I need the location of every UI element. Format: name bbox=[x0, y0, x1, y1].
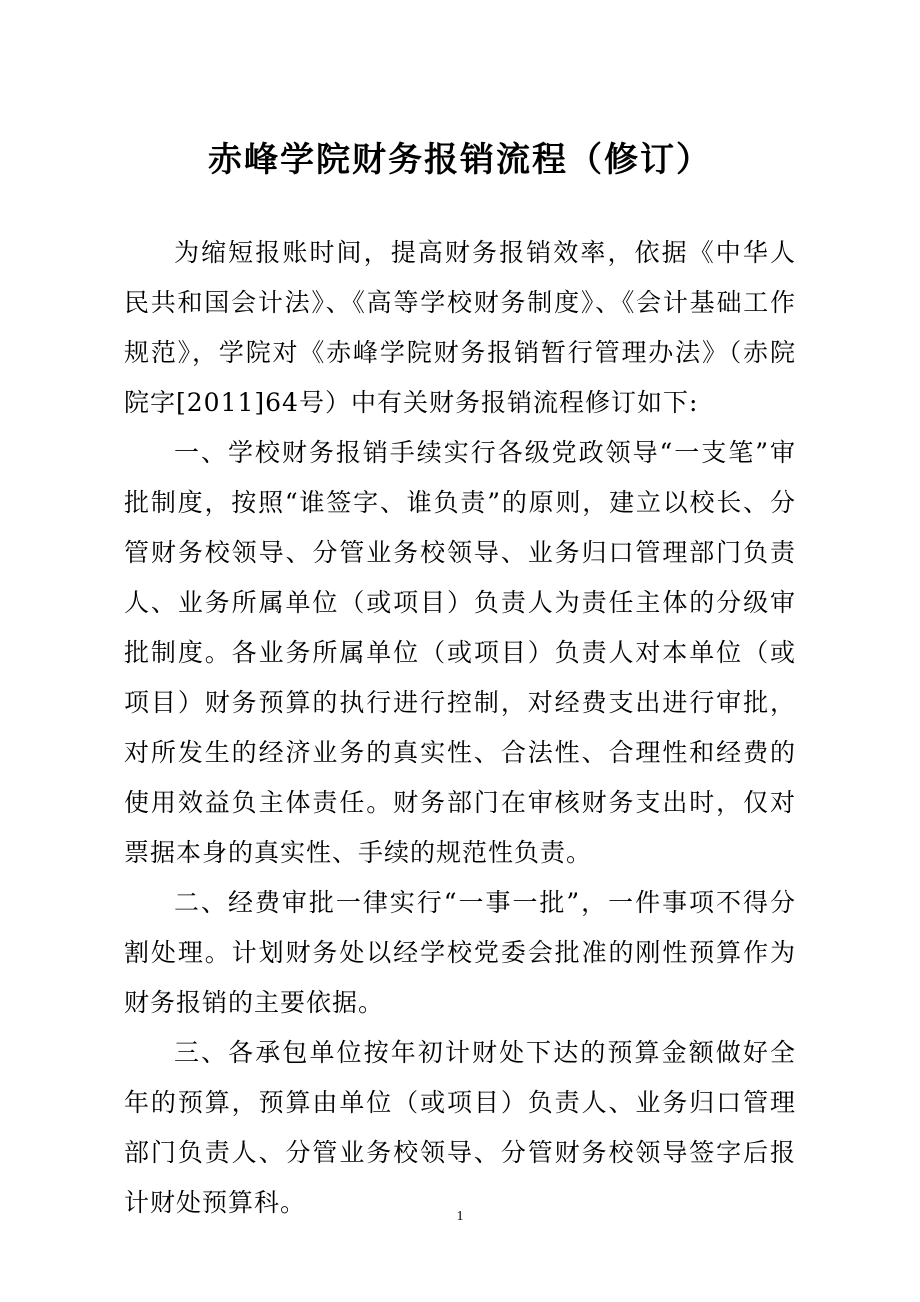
paragraph-intro: 为缩短报账时间，提高财务报销效率，依据《中华人民共和国会计法》、《高等学校财务制度》、《会计基础工作规范》，学院对《赤峰学院财务报销暂行管理办法》（赤院院字[2011]64号）中有关财务报销流程修订如下: bbox=[124, 238, 796, 417]
page-number: 1 bbox=[456, 1209, 464, 1224]
paragraph-item-3: 三、各承包单位按年初计财处下达的预算金额做好全年的预算，预算由单位（或项目）负责人、业务归口管理部门负责人、分管业务校领导、分管财务校领导签字后报计财处预算科。 bbox=[124, 1038, 796, 1217]
document-body bbox=[124, 228, 796, 1228]
paragraph-item-1: 一、学校财务报销手续实行各级党政领导“一支笔”审批制度，按照“谁签字、谁负责”的原则，建立以校长、分管财务校领导、分管业务校领导、业务归口管理部门负责人、业务所属单位（或项目）负责人为责任主体的分级审批制度。各业务所属单位（或项目）负责人对本单位（或项目）财务预算的执行进行控制，对经费支出进行审批，对所发生的经济业务的真实性、合法性、合理性和经费的使用效益负主体责任。财务部门在审核财务支出时，仅对票据本身的真实性、手续的规范性负责。 bbox=[124, 438, 796, 867]
document-title: 赤峰学院财务报销流程（修订） bbox=[208, 140, 712, 180]
paragraph-item-2: 二、经费审批一律实行“一事一批”，一件事项不得分割处理。计划财务处以经学校党委会批准的刚性预算作为财务报销的主要依据。 bbox=[124, 888, 796, 1017]
